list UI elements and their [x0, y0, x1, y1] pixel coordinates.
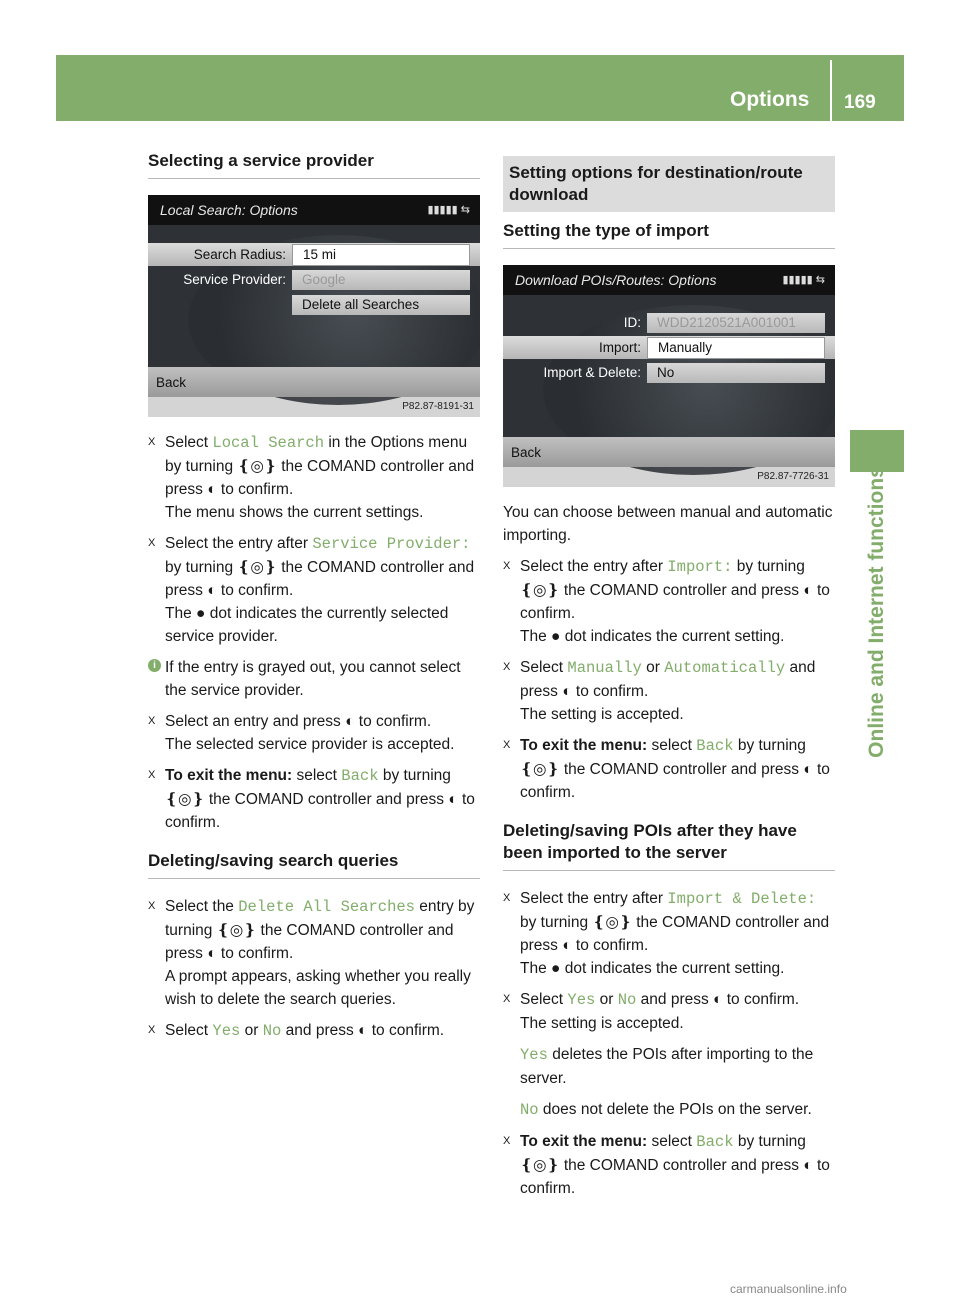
step-delete-all: X Select the Delete All Searches entry by turning ❴◎❵ the COMAND controller and press ◐ to confirm. A prompt appears, asking whether you really wish to delete the search queries. — [148, 895, 480, 1011]
row-delete-searches[interactable]: Delete all Searches — [148, 293, 480, 316]
step-select-local-search: X Select Local Search in the Options menu by turning ❴◎❵ the COMAND controller and press ◐ to confirm. The menu shows the current settings. — [148, 431, 480, 524]
step-exit-menu: X To exit the menu: select Back by turning ❴◎❵ the COMAND controller and press ◐ to confirm. — [503, 734, 835, 804]
arrow-icon: X — [503, 1135, 511, 1147]
right-column — [503, 156, 835, 1208]
figure-code: P82.87-8191-31 — [148, 397, 480, 417]
dot-icon: ● — [196, 605, 206, 622]
intro-text: You can choose between manual and automatic importing. — [503, 504, 833, 544]
back-button[interactable]: Back — [503, 437, 835, 467]
arrow-icon: X — [503, 661, 511, 673]
screen-title: Download POIs/Routes: Options ▮▮▮▮▮ ⇆ — [503, 265, 835, 295]
heading-deleting-queries: Deleting/saving search queries — [148, 850, 480, 879]
controller-icon: ❴◎❵ — [165, 791, 205, 808]
step-import-delete: X Select the entry after Import & Delete: by turning ❴◎❵ the COMAND controller and press ◐ to confirm. The ● dot indicates the current setting. — [503, 887, 835, 980]
arrow-icon: X — [148, 436, 156, 448]
step-select-entry: X Select an entry and press ◐ to confirm. The selected service provider is accepted. — [148, 710, 480, 756]
row-search-radius[interactable]: Search Radius: 15 mi — [148, 243, 480, 266]
step-select-service-provider: X Select the entry after Service Provider: by turning ❴◎❵ the COMAND controller and press ◐ to confirm. The ● dot indicates the currently selected service provider. — [148, 532, 480, 648]
step-exit-menu: X To exit the menu: select Back by turning ❴◎❵ the COMAND controller and press ◐ to confirm. — [148, 764, 480, 834]
dot-icon: ● — [551, 960, 561, 977]
step-manual-auto: X Select Manually or Automatically and press ◐ to confirm. The setting is accepted. — [503, 656, 835, 726]
arrow-icon: X — [148, 769, 156, 781]
step-yes-no: X Select Yes or No and press ◐ to confirm. — [148, 1019, 480, 1043]
step-select-import: X Select the entry after Import: by turning ❴◎❵ the COMAND controller and press ◐ to confirm. The ● dot indicates the current setting. — [503, 555, 835, 648]
press-icon: ◐ — [207, 582, 217, 599]
section-title: Options — [730, 88, 810, 111]
row-import-delete[interactable]: Import & Delete: No — [503, 361, 835, 384]
row-id[interactable]: ID: WDD2120521A001001 — [503, 311, 835, 334]
controller-icon: ❴◎❵ — [520, 582, 560, 599]
watermark: carmanualsonline.info — [730, 1282, 847, 1296]
heading-destination-download: Setting options for destination/route download — [503, 156, 835, 212]
left-column — [148, 150, 480, 1051]
screenshot-download-pois — [503, 265, 835, 487]
arrow-icon: X — [148, 715, 156, 727]
press-icon: ◐ — [207, 945, 217, 962]
step-yes-no: X Select Yes or No and press ◐ to confirm. The setting is accepted. Yes deletes the POIs after importing to the server. No does not delete the POIs on the server. — [503, 988, 835, 1122]
arrow-icon: X — [503, 892, 511, 904]
signal-icon: ▮▮▮▮▮ ⇆ — [782, 273, 825, 286]
heading-selecting-provider: Selecting a service provider — [148, 150, 480, 179]
side-tab-label: Online and Internet functions — [865, 466, 888, 758]
heading-deleting-pois: Deleting/saving POIs after they have been imported to the server — [503, 820, 835, 871]
controller-icon: ❴◎❵ — [216, 922, 257, 939]
page-number: 169 — [844, 92, 876, 113]
press-icon: ◐ — [803, 761, 813, 778]
signal-icon: ▮▮▮▮▮ ⇆ — [427, 203, 470, 216]
press-icon: ◐ — [345, 713, 355, 730]
header-divider — [830, 60, 832, 122]
controller-icon: ❴◎❵ — [592, 914, 632, 931]
info-icon: i — [148, 659, 161, 672]
controller-icon: ❴◎❵ — [237, 559, 277, 576]
press-icon: ◐ — [803, 582, 813, 599]
controller-icon: ❴◎❵ — [237, 458, 277, 475]
controller-icon: ❴◎❵ — [520, 761, 560, 778]
info-note: i If the entry is grayed out, you cannot select the service provider. — [148, 656, 480, 702]
arrow-icon: X — [503, 993, 511, 1005]
press-icon: ◐ — [358, 1022, 368, 1039]
row-import[interactable]: Import: Manually — [503, 336, 835, 359]
press-icon: ◐ — [448, 791, 458, 808]
press-icon: ◐ — [562, 683, 572, 700]
figure-code: P82.87-7726-31 — [503, 467, 835, 487]
arrow-icon: X — [148, 900, 156, 912]
arrow-icon: X — [148, 1024, 156, 1036]
back-button[interactable]: Back — [148, 367, 480, 397]
press-icon: ◐ — [207, 481, 217, 498]
dot-icon: ● — [551, 628, 561, 645]
controller-icon: ❴◎❵ — [520, 1157, 560, 1174]
heading-type-of-import: Setting the type of import — [503, 220, 835, 249]
press-icon: ◐ — [713, 991, 723, 1008]
arrow-icon: X — [503, 560, 511, 572]
screen-title: Local Search: Options ▮▮▮▮▮ ⇆ — [148, 195, 480, 225]
arrow-icon: X — [503, 739, 511, 751]
press-icon: ◐ — [803, 1157, 813, 1174]
row-service-provider[interactable]: Service Provider: Google — [148, 268, 480, 291]
step-exit-menu-2: X To exit the menu: select Back by turning ❴◎❵ the COMAND controller and press ◐ to confirm. — [503, 1130, 835, 1200]
arrow-icon: X — [148, 537, 156, 549]
screenshot-local-search — [148, 195, 480, 417]
press-icon: ◐ — [562, 937, 572, 954]
